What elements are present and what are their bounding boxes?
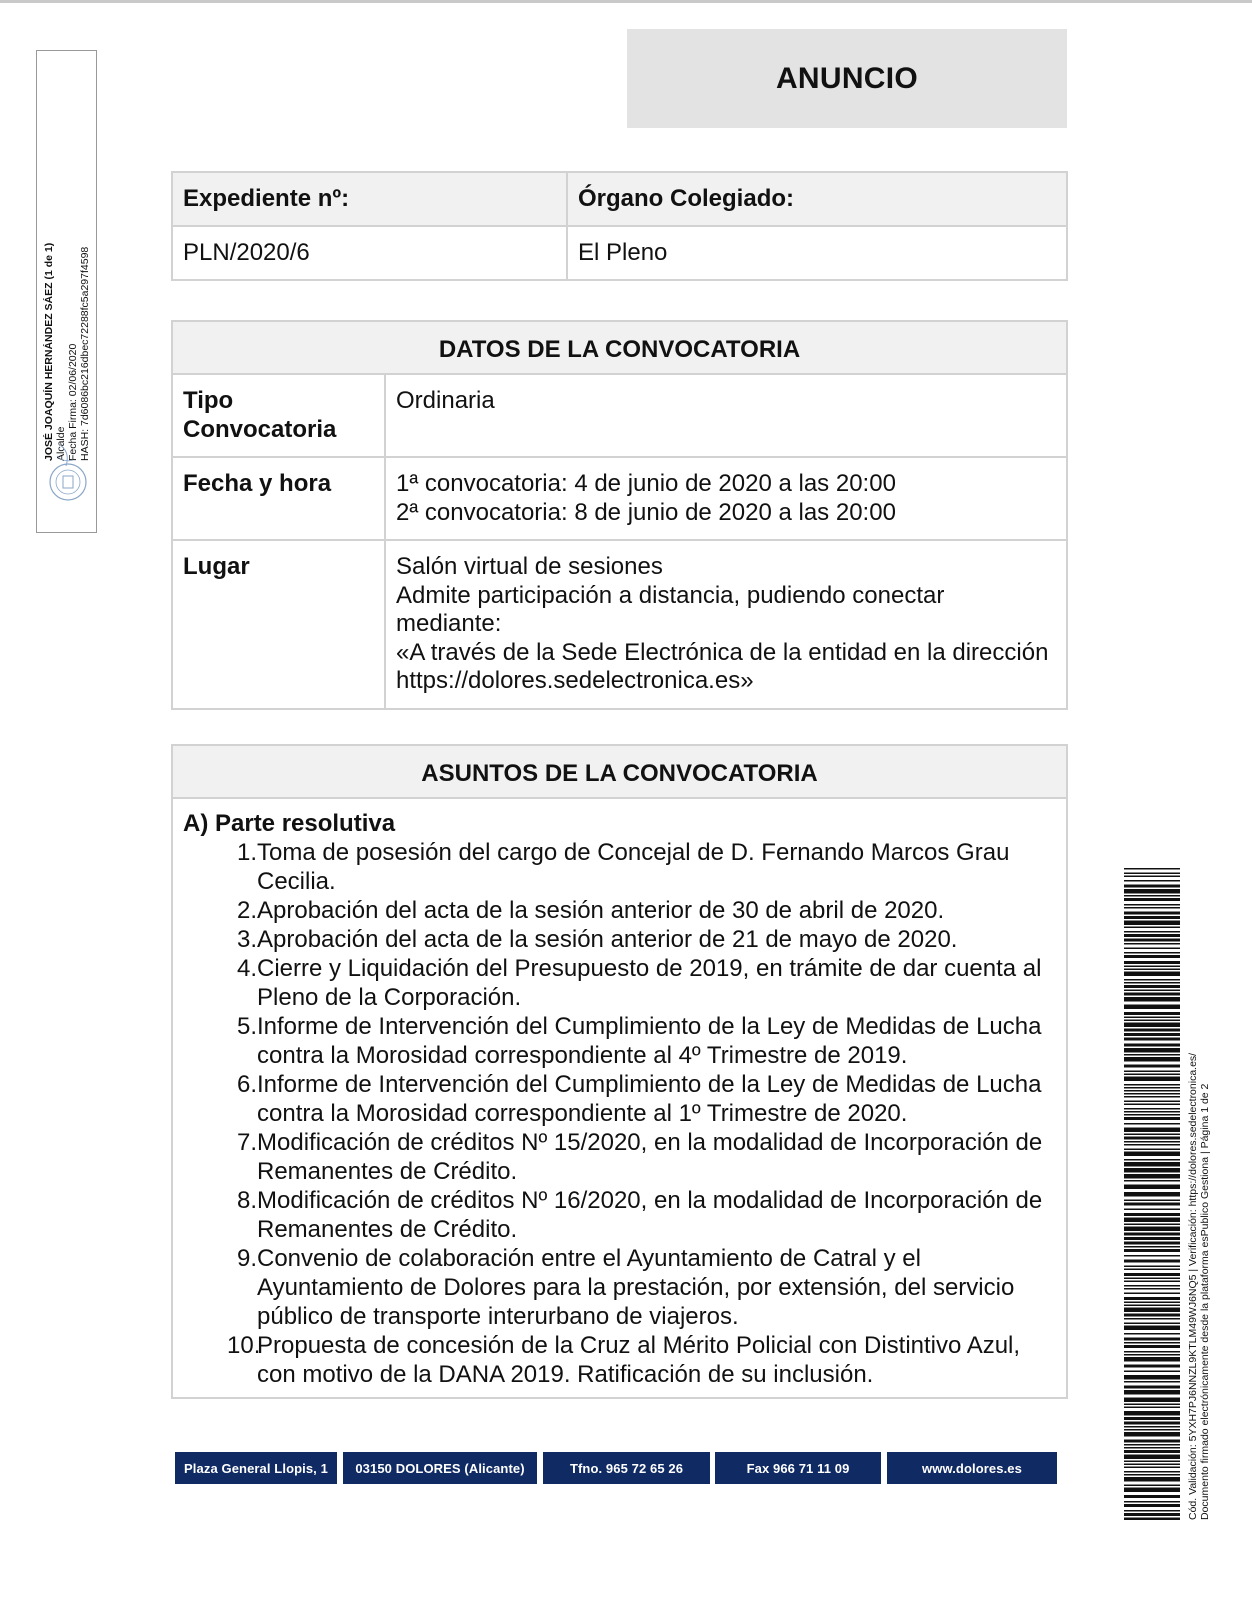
footer-city: 03150 DOLORES (Alicante) bbox=[343, 1452, 537, 1484]
value-line: Salón virtual de sesiones bbox=[396, 553, 663, 580]
footer-fax: Fax 966 71 11 09 bbox=[715, 1452, 881, 1484]
value-line: Ordinaria bbox=[396, 387, 495, 414]
item-text: Modificación de créditos Nº 16/2020, en la modalidad de Incorporación de Remanentes de Crédito. bbox=[257, 1187, 1043, 1243]
part-title: A) Parte resolutiva bbox=[183, 810, 396, 837]
organo-label: Órgano Colegiado: bbox=[567, 172, 1067, 226]
list-item bbox=[183, 1128, 1056, 1186]
item-text: Aprobación del acta de la sesión anterior de 30 de abril de 2020. bbox=[257, 897, 945, 924]
list-item bbox=[183, 838, 1056, 896]
value-line: 2ª convocatoria: 8 de junio de 2020 a las 20:00 bbox=[396, 498, 896, 526]
agenda-list bbox=[183, 838, 1056, 1389]
verification-line-2: Documento firmado electrónicamente desde la plataforma esPublico Gestiona | Página 1 de 2 bbox=[1199, 1083, 1211, 1520]
value-line: 1ª convocatoria: 4 de junio de 2020 a las 20:00 bbox=[396, 470, 896, 497]
row-label: Tipo Convocatoria bbox=[172, 374, 385, 457]
item-text: Aprobación del acta de la sesión anterior de 21 de mayo de 2020. bbox=[257, 926, 958, 953]
table-row bbox=[172, 457, 1067, 540]
footer-phone: Tfno. 965 72 65 26 bbox=[543, 1452, 710, 1484]
value-line: «A través de la Sede Electrónica de la entidad en la dirección https://dolores.sedelectronica.es» bbox=[396, 638, 1049, 694]
signature-date: Fecha Firma: 02/06/2020 bbox=[67, 343, 79, 461]
barcode-icon bbox=[1122, 868, 1182, 1520]
table-row bbox=[172, 540, 1067, 709]
top-border bbox=[0, 0, 1252, 3]
list-item bbox=[183, 925, 1056, 954]
item-number: 6. bbox=[236, 1071, 257, 1098]
item-text: Convenio de colaboración entre el Ayuntamiento de Catral y el Ayuntamiento de Dolores para la prestación, por extensión, del servicio público de transporte interurbano de viajeros. bbox=[257, 1245, 1015, 1330]
footer-web[interactable]: www.dolores.es bbox=[887, 1452, 1057, 1484]
item-number: 3. bbox=[236, 926, 257, 953]
item-text: Propuesta de concesión de la Cruz al Mérito Policial con Distintivo Azul, con motivo de la DANA 2019. Ratificación de su inclusión. bbox=[257, 1332, 1021, 1388]
item-text: Toma de posesión del cargo de Concejal de D. Fernando Marcos Grau Cecilia. bbox=[257, 839, 1010, 895]
item-number: 9. bbox=[236, 1245, 257, 1272]
item-number: 2. bbox=[236, 897, 257, 924]
expediente-label: Expediente nº: bbox=[172, 172, 567, 226]
signature-hash: HASH: 7d6086bc216dbec72288fc5a297f4598 bbox=[79, 246, 91, 461]
value-line: Admite participación a distancia, pudiendo conectar mediante: bbox=[396, 581, 945, 637]
item-text: Informe de Intervención del Cumplimiento de la Ley de Medidas de Lucha contra la Morosidad correspondiente al 4º Trimestre de 2019. bbox=[257, 1013, 1042, 1069]
list-item bbox=[183, 1244, 1056, 1331]
row-value bbox=[385, 374, 1067, 457]
signer-name: JOSÉ JOAQUÍN HERNÁNDEZ SÁEZ (1 de 1) bbox=[43, 242, 55, 461]
datos-title: DATOS DE LA CONVOCATORIA bbox=[172, 321, 1067, 374]
signature-text bbox=[43, 161, 91, 461]
signature-stamp bbox=[36, 50, 97, 533]
item-number: 8. bbox=[236, 1187, 257, 1214]
asuntos-table bbox=[171, 744, 1068, 1399]
item-number: 5. bbox=[236, 1013, 257, 1040]
list-item bbox=[183, 954, 1056, 1012]
expediente-value: PLN/2020/6 bbox=[172, 226, 567, 280]
row-label: Fecha y hora bbox=[172, 457, 385, 540]
list-item bbox=[183, 1186, 1056, 1244]
page-title: ANUNCIO bbox=[627, 29, 1067, 128]
list-item bbox=[183, 896, 1056, 925]
expediente-table bbox=[171, 171, 1068, 281]
footer-address: Plaza General Llopis, 1 bbox=[175, 1452, 337, 1484]
asuntos-title: ASUNTOS DE LA CONVOCATORIA bbox=[172, 745, 1067, 798]
asuntos-body bbox=[172, 798, 1067, 1398]
table-row bbox=[172, 374, 1067, 457]
item-number: 7. bbox=[236, 1129, 257, 1156]
seal-icon bbox=[47, 436, 89, 506]
verification-text bbox=[1187, 920, 1211, 1520]
item-number: 10. bbox=[227, 1332, 261, 1359]
row-label: Lugar bbox=[172, 540, 385, 709]
row-value bbox=[385, 540, 1067, 709]
item-text: Cierre y Liquidación del Presupuesto de 2019, en trámite de dar cuenta al Pleno de la Corporación. bbox=[257, 955, 1042, 1011]
datos-convocatoria-table bbox=[171, 320, 1068, 710]
row-value bbox=[385, 457, 1067, 540]
list-item bbox=[183, 1331, 1056, 1389]
organo-value: El Pleno bbox=[567, 226, 1067, 280]
signer-role: Alcalde bbox=[55, 426, 67, 461]
list-item bbox=[183, 1070, 1056, 1128]
item-text: Modificación de créditos Nº 15/2020, en la modalidad de Incorporación de Remanentes de Crédito. bbox=[257, 1129, 1043, 1185]
verification-line-1: Cód. Validación: 5YXH7PJ6NNZL9KTLM49WJ6NQ5 | Verificación: https://dolores.sedelectronica.es/ bbox=[1187, 1052, 1199, 1520]
item-number: 4. bbox=[236, 955, 257, 982]
item-number: 1. bbox=[236, 839, 257, 866]
item-text: Informe de Intervención del Cumplimiento de la Ley de Medidas de Lucha contra la Morosidad correspondiente al 1º Trimestre de 2020. bbox=[257, 1071, 1042, 1127]
list-item bbox=[183, 1012, 1056, 1070]
